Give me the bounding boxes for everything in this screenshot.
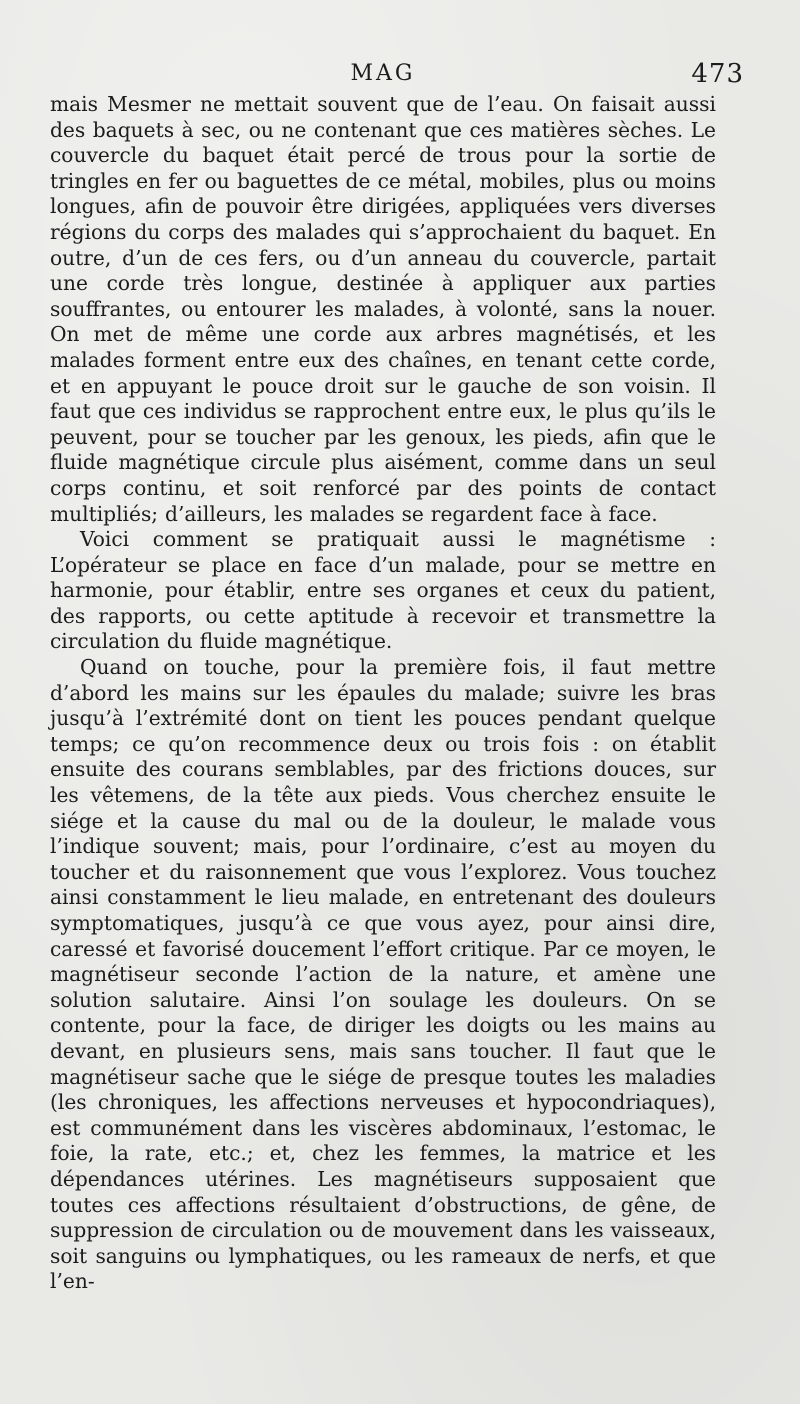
- paragraph-continuation: mais Mesmer ne mettait souvent que de l’eau. On faisait aussi des baquets à sec, ou ne contenant que ces matières sèches. Le couvercle du baquet était percé de trous pour la sortie de tringles en fer ou baguettes de ce métal, mobiles, plus ou moins longues, afin de pouvoir être dirigées, appliquées vers diverses régions du corps des malades qui s’approchaient du baquet. En outre, d’un de ces fers, ou d’un anneau du couvercle, partait une corde très longue, destinée à appliquer aux parties souffrantes, ou entourer les malades, à volonté, sans la nouer. On met de même une corde aux arbres magnétisés, et les malades forment entre eux des chaînes, en tenant cette corde, et en appuyant le pouce droit sur le gauche de son voisin. Il faut que ces individus se rapprochent entre eux, le plus qu’ils le peuvent, pour se toucher par les genoux, les pieds, afin que le fluide magnétique circule plus aisément, comme dans un seul corps continu, et soit renforcé par des points de contact multipliés; d’ailleurs, les malades se regardent face à face.: [50, 92, 716, 526]
- paragraph-magnetism-practice: Voici comment se pratiquait aussi le magnétisme : L’opérateur se place en face d’un malade, pour se mettre en harmonie, pour établir, entre ses organes et ceux du patient, des rapports, ou cette aptitude à recevoir et transmettre la circulation du fluide magnétique.: [50, 527, 716, 654]
- page-number: 473: [691, 59, 744, 89]
- body-text: [50, 92, 716, 1295]
- running-head: [50, 58, 744, 90]
- running-title: MAG: [350, 61, 416, 86]
- paragraph-touching-method: Quand on touche, pour la première fois, il faut mettre d’abord les mains sur les épaules du malade; suivre les bras jusqu’à l’extrémité dont on tient les pouces pendant quelque temps; ce qu’on recommence deux ou trois fois : on établit ensuite des courans semblables, par des frictions douces, sur les vêtemens, de la tête aux pieds. Vous cherchez ensuite le siége et la cause du mal ou de la douleur, le malade vous l’indique souvent; mais, pour l’ordinaire, c’est au moyen du toucher et du raisonnement que vous l’explorez. Vous touchez ainsi constamment le lieu malade, en entretenant des douleurs symptomatiques, jusqu’à ce que vous ayez, pour ainsi dire, caressé et favorisé doucement l’effort critique. Par ce moyen, le magnétiseur seconde l’action de la nature, et amène une solution salutaire. Ainsi l’on soulage les douleurs. On se contente, pour la face, de diriger les doigts ou les mains au devant, en plusieurs sens, mais sans toucher. Il faut que le magnétiseur sache que le siége de presque toutes les maladies (les chroniques, les affections nerveuses et hypocondriaques), est communément dans les viscères abdominaux, l’estomac, le foie, la rate, etc.; et, chez les femmes, la matrice et les dépendances utérines. Les magnétiseurs supposaient que toutes ces affections résultaient d’obstructions, de gêne, de suppression de circulation ou de mouvement dans les vaisseaux, soit sanguins ou lymphatiques, ou les rameaux de nerfs, et que l’en-: [50, 655, 716, 1294]
